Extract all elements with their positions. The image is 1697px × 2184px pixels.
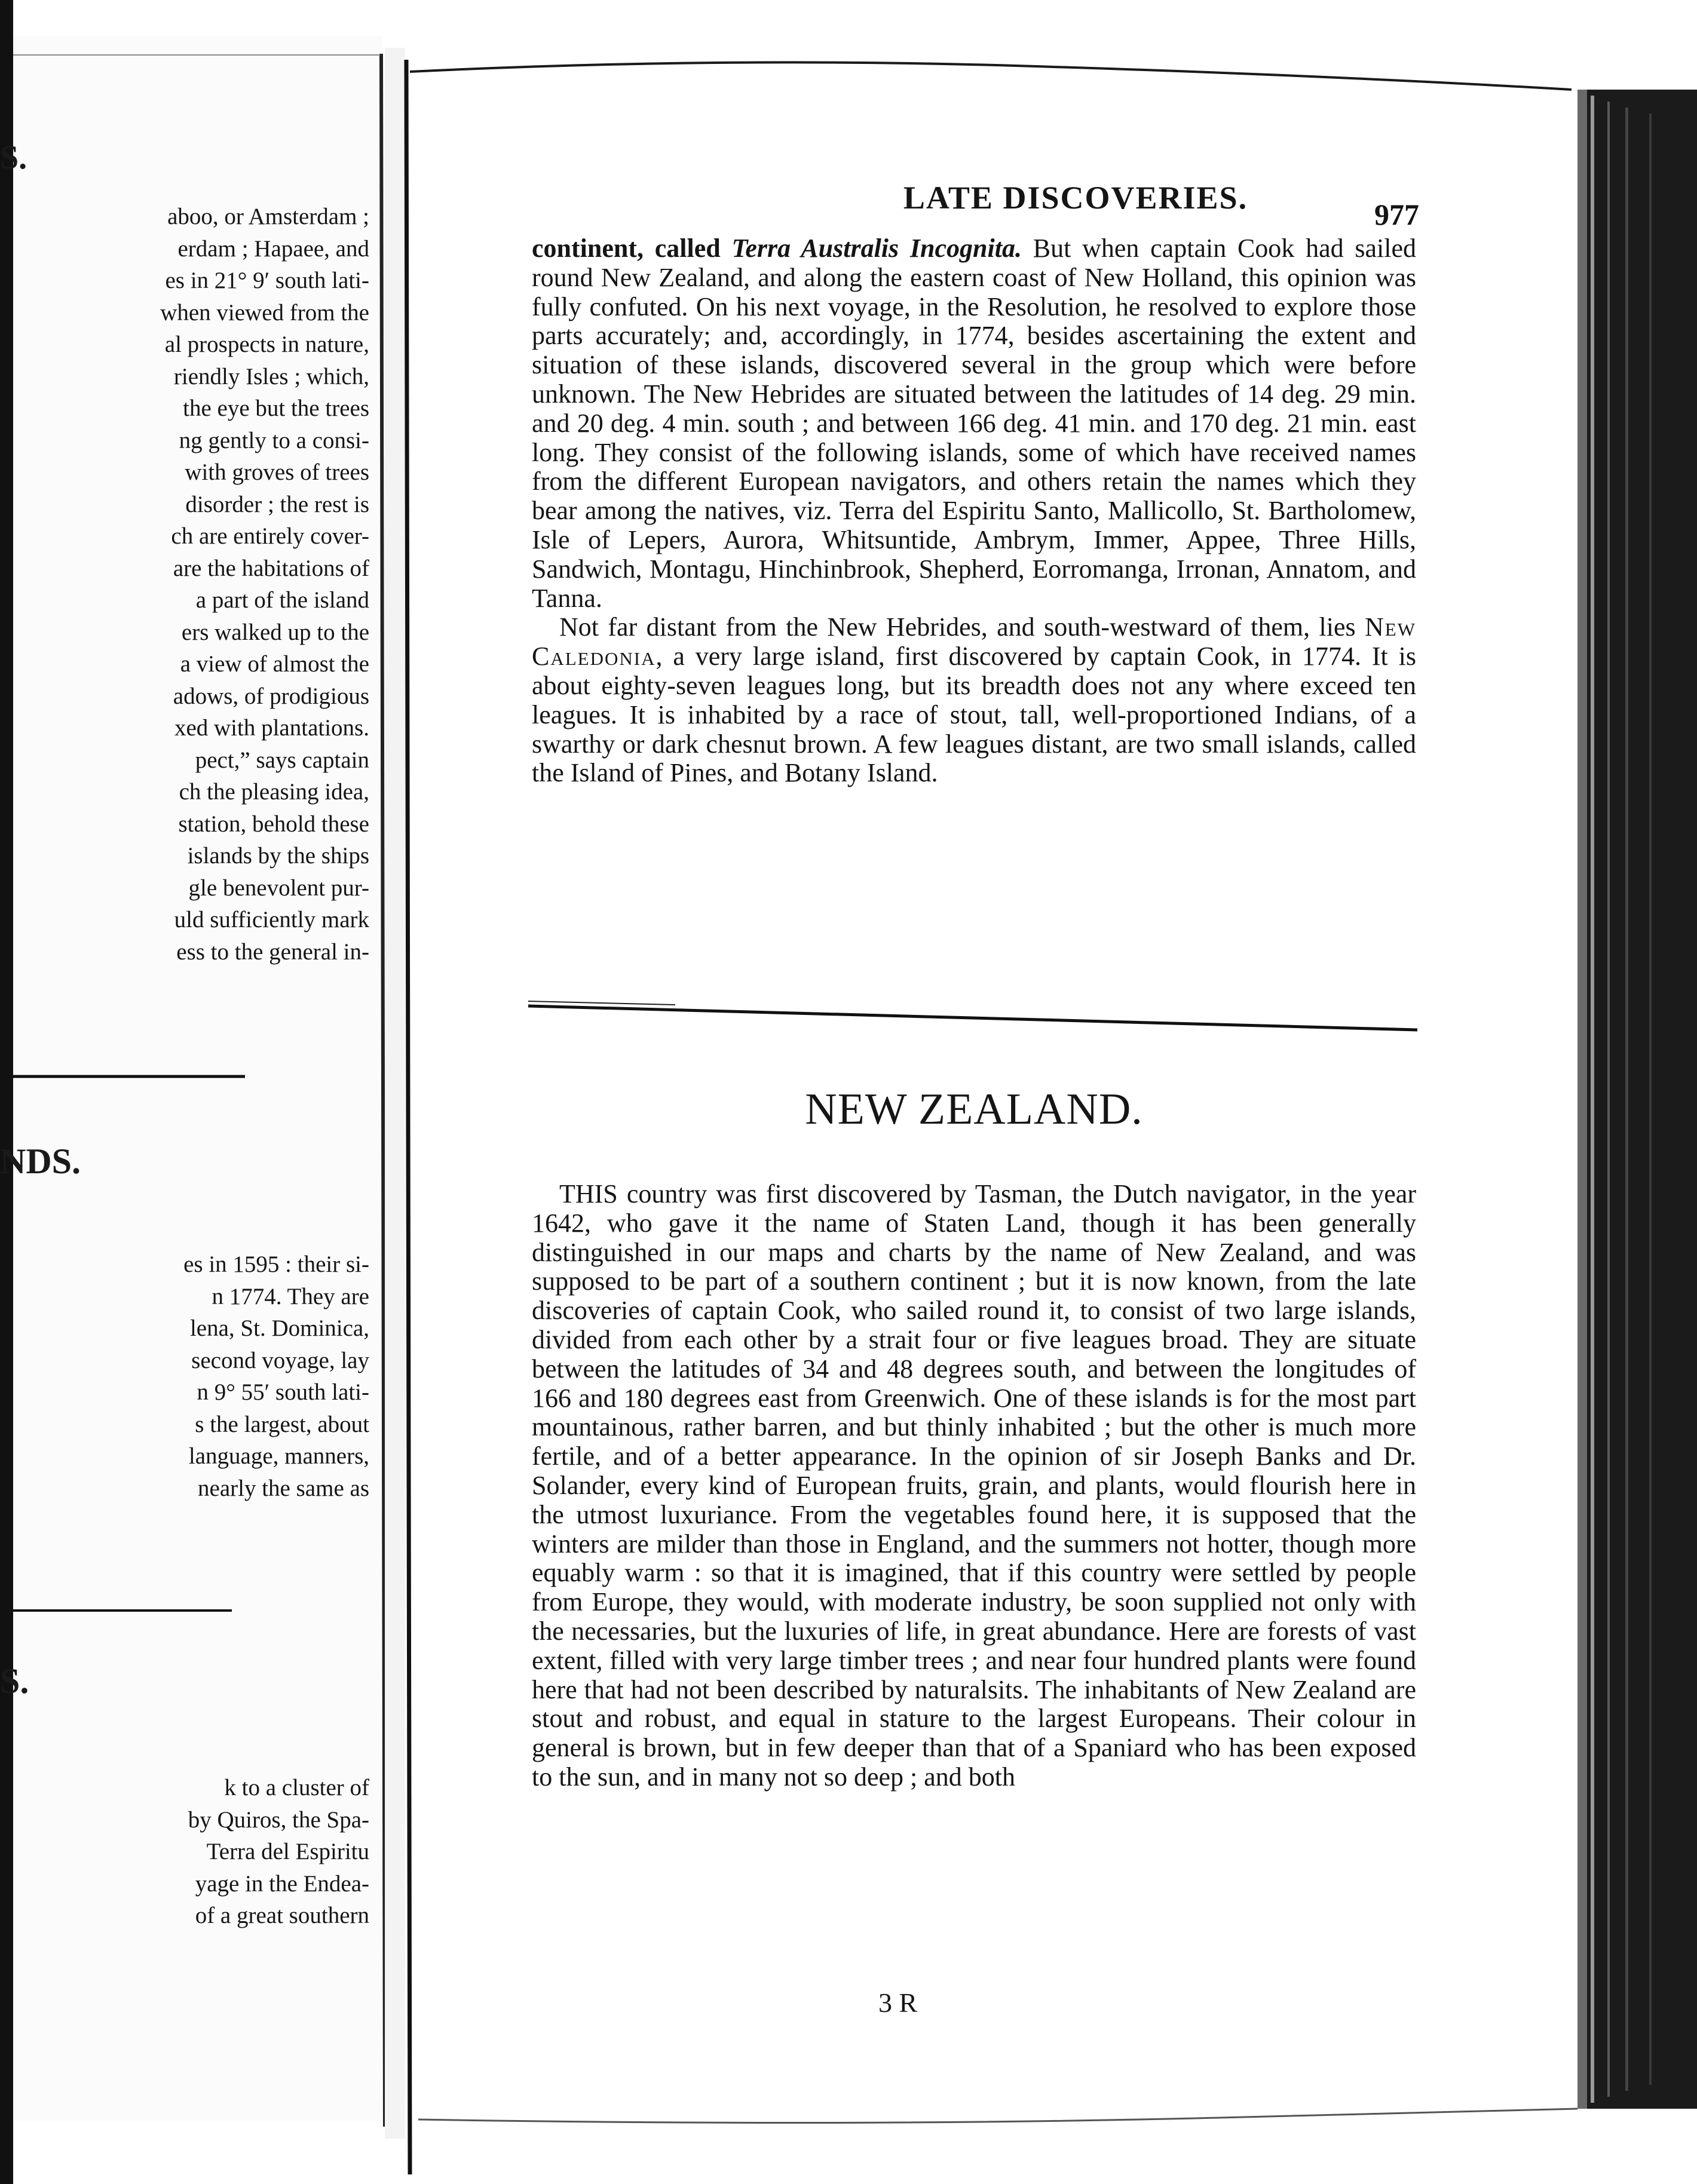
left-heading-2: NDS. (0, 1142, 81, 1181)
left-line: lena, St. Dominica, (189, 1315, 369, 1341)
paragraph-new-zealand: THIS country was first discovered by Tasman, the Dutch navigator, in the year 1642, who gave it the name of Staten Land, though it has been generally distinguished in our maps and charts by the name of New Zealand, and was supposed to be part of a southern continent ; but it is now known, from the late discoveries of captain Cook, who sailed round it, to consist of two large islands, divided from each other by a strait four or five leagues broad. They are situate between the latitudes of 34 and 48 degrees south, and between the longitudes of 166 and 180 degrees east from Greenwich. One of these islands is for the most part mountainous, rather barren, and but thinly inhabited ; but the other is much more fertile, and of a better appearance. In the opinion of sir Joseph Banks and Dr. Solander, every kind of European fruits, grain, and plants, would flourish here in the utmost luxuriance. From the vegetables found here, it is supposed that the winters are milder than those in England, and the summers not hotter, though more equably warm : so that it is imagined, that if this country were settled by people from Europe, they would, with moderate industry, be soon supplied not only with the necessaries, but the luxuries of life, in great abundance. Here are forests of vast extent, filled with very large timber trees ; and near four hundred plants were found here that had not been described by naturalsits. The inhabitants of New Zealand are stout and robust, and equal in stature to the largest Europeans. Their colour in general is brown, but in few deeper than that of a Spaniard who has been exposed to the sun, and in many not so deep ; and both (532, 1179, 1416, 1792)
left-line: erdam ; Hapaee, and (177, 235, 369, 262)
left-line: n 1774. They are (212, 1283, 369, 1309)
left-line: al prospects in nature, (164, 332, 369, 357)
left-line: islands by the ships (187, 843, 369, 869)
left-line: language, manners, (188, 1443, 369, 1469)
left-line: of a great southern (195, 1903, 369, 1928)
left-line: with groves of trees (185, 459, 369, 485)
left-line: nearly the same as (198, 1475, 369, 1501)
left-line: pect,” says captain (195, 747, 369, 773)
left-line: s the largest, about (195, 1411, 369, 1437)
left-line: when viewed from the (160, 299, 369, 326)
left-line: ers walked up to the (181, 619, 369, 645)
left-line: adows, of prodigious (173, 683, 369, 709)
left-heading-3: S. (0, 1661, 29, 1701)
paragraph-new-caledonia (532, 613, 1416, 788)
left-line: are the habitations of (173, 555, 369, 581)
left-line: second voyage, lay (191, 1347, 369, 1373)
left-block-2 (183, 1249, 369, 1504)
left-heading-1: S. (0, 139, 27, 176)
left-line: es in 21° 9′ south lati- (165, 268, 369, 293)
left-line: a part of the island (195, 587, 369, 613)
para2-start: Not far distant from the New Hebrides, and south-westward of them, lies (559, 612, 1365, 642)
left-line: disorder ; the rest is (185, 491, 369, 517)
left-line: by Quiros, the Spa- (188, 1806, 369, 1833)
left-line: ess to the general in- (176, 938, 369, 965)
left-line: yage in the Endea- (195, 1870, 369, 1897)
text-column-lower (532, 1180, 1416, 1792)
left-line: aboo, or Amsterdam ; (167, 204, 369, 229)
left-page (0, 0, 382, 2184)
left-line: n 9° 55′ south lati- (197, 1379, 369, 1405)
left-line: ch the pleasing idea, (179, 779, 369, 805)
left-line: uld sufficiently mark (174, 907, 369, 933)
left-line: es in 1595 : their si- (183, 1251, 369, 1277)
left-line: riendly Isles ; which, (173, 363, 369, 389)
left-line: k to a cluster of (224, 1775, 369, 1800)
left-line: gle benevolent pur- (188, 875, 369, 901)
para1-rest: But when captain Cook had sailed round New Zealand, and along the eastern coast of New Holland, this opinion was fully confuted. On his next voyage, in the Resolution, he resolved to explore those parts accurately; and, accordingly, in 1774, besides ascertaining the extent and situation of these islands, discovered several in the group which were before unknown. The New Hebrides are situated between the latitudes of 14 deg. 29 min. and 20 deg. 4 min. south ; and between 166 deg. 41 min. and 170 deg. 21 min. east long. They consist of the following islands, some of which have received names from the different European navigators, and others retain the names which they bear among the natives, viz. Terra del Espiritu Santo, Mallicollo, St. Bartholomew, Isle of Lepers, Aurora, Whitsuntide, Ambrym, Immer, Appee, Three Hills, Sandwich, Montagu, Hinchinbrook, Shepherd, Eorromanga, Irronan, Annatom, and Tanna. (532, 234, 1417, 613)
paragraph-new-hebrides (532, 234, 1416, 613)
signature-mark: 3 R (878, 1987, 918, 2018)
page-number: 977 (1374, 198, 1419, 231)
left-line: xed with plantations. (174, 715, 369, 741)
section-heading: NEW ZEALAND. (805, 1085, 1143, 1134)
left-line: ch are entirely cover- (171, 523, 369, 549)
terra-australis-italic: Terra Australis Incognita. (731, 234, 1022, 263)
left-line: ng gently to a consi- (179, 427, 369, 453)
left-line: a view of almost the (180, 651, 369, 677)
new-caledonia-smallcaps: New Caledonia (532, 612, 1416, 671)
text-column-upper (532, 234, 1416, 788)
running-head: LATE DISCOVERIES. (903, 180, 1248, 216)
para1-start: continent, called (532, 234, 732, 263)
left-line: station, behold these (178, 811, 369, 837)
left-line: Terra del Espiritu (206, 1839, 369, 1864)
right-page (454, 0, 1577, 2184)
left-line: the eye but the trees (183, 395, 369, 421)
left-block-3 (188, 1772, 369, 1932)
left-block-1 (160, 201, 369, 968)
para2-rest: , a very large island, first discovered by captain Cook, in 1774. It is about eighty-seven leagues long, but its breadth does not any where exceed ten leagues. It is inhabited by a race of stout, tall, well-proportioned Indians, of a swarthy or dark chesnut brown. A few leagues distant, are two small islands, called the Island of Pines, and Botany Island. (532, 642, 1416, 788)
